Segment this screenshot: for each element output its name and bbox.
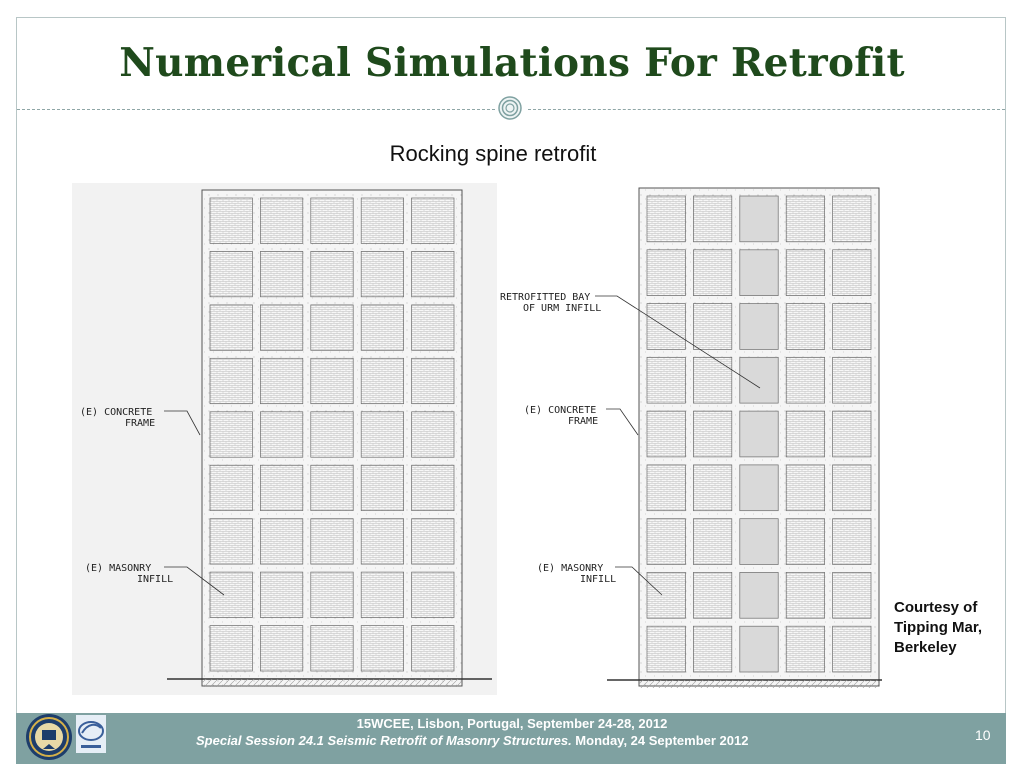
masonry-infill-panel	[412, 251, 454, 296]
slide-title: Numerical Simulations For Retrofit	[119, 40, 905, 86]
retrofitted-bay-panel	[740, 465, 778, 511]
left-frame-label-line1: (E) CONCRETE	[80, 407, 153, 418]
retrofit-label-line1: RETROFITTED BAY	[500, 292, 591, 303]
masonry-infill-panel	[311, 305, 353, 350]
masonry-infill-panel	[647, 250, 685, 296]
masonry-infill-panel	[412, 465, 454, 510]
masonry-infill-panel	[210, 465, 252, 510]
masonry-infill-panel	[210, 626, 252, 671]
masonry-infill-panel	[786, 572, 824, 618]
masonry-infill-panel	[412, 572, 454, 617]
courtesy-note	[894, 598, 982, 658]
masonry-infill-panel	[311, 465, 353, 510]
masonry-infill-panel	[786, 250, 824, 296]
left-infill-label-line1: (E) MASONRY	[85, 563, 152, 574]
masonry-infill-panel	[693, 304, 731, 350]
footer-conference-line: 15WCEE, Lisbon, Portugal, September 24-28, 2012	[356, 716, 668, 731]
masonry-infill-panel	[693, 196, 731, 242]
masonry-infill-panel	[647, 465, 685, 511]
masonry-infill-panel	[693, 411, 731, 457]
masonry-infill-panel	[361, 305, 403, 350]
retrofitted-bay-panel	[740, 196, 778, 242]
masonry-infill-panel	[693, 465, 731, 511]
retrofitted-bay-panel	[740, 411, 778, 457]
masonry-infill-panel	[210, 305, 252, 350]
masonry-infill-panel	[647, 304, 685, 350]
masonry-infill-panel	[210, 198, 252, 243]
masonry-infill-panel	[647, 196, 685, 242]
masonry-infill-panel	[361, 572, 403, 617]
right-frame-label-line2: FRAME	[568, 416, 599, 427]
masonry-infill-panel	[412, 412, 454, 457]
masonry-infill-panel	[693, 572, 731, 618]
masonry-infill-panel	[311, 519, 353, 564]
masonry-infill-panel	[412, 305, 454, 350]
masonry-infill-panel	[786, 411, 824, 457]
retrofit-label-line2: OF URM INFILL	[523, 303, 602, 314]
masonry-infill-panel	[786, 519, 824, 565]
masonry-infill-panel	[693, 357, 731, 403]
retrofitted-bay-panel	[740, 572, 778, 618]
left-ground-hatch	[202, 679, 462, 687]
footer-session-line	[196, 733, 748, 748]
right-frame-label-line1: (E) CONCRETE	[524, 405, 597, 416]
footer-session-title: Special Session 24.1 Seismic Retrofit of Masonry Structures.	[196, 733, 572, 748]
left-frame-label-line2: FRAME	[125, 418, 156, 429]
ornament-icon	[497, 95, 523, 121]
masonry-infill-panel	[260, 572, 302, 617]
courtesy-line-3: Berkeley	[894, 639, 957, 656]
masonry-infill-panel	[693, 519, 731, 565]
right-masonry-infill-grid	[647, 196, 871, 672]
left-elevation	[72, 183, 497, 695]
masonry-infill-panel	[647, 626, 685, 672]
masonry-infill-panel	[311, 251, 353, 296]
masonry-infill-panel	[210, 519, 252, 564]
title-divider-left	[17, 109, 495, 110]
masonry-infill-panel	[361, 465, 403, 510]
masonry-infill-panel	[647, 519, 685, 565]
slide-subtitle: Rocking spine retrofit	[389, 141, 597, 166]
retrofitted-bay-panel	[740, 626, 778, 672]
retrofitted-bay-panel	[740, 304, 778, 350]
masonry-infill-panel	[260, 412, 302, 457]
masonry-infill-panel	[260, 519, 302, 564]
right-infill-label-line2: INFILL	[580, 574, 617, 585]
retrofitted-bay-panel	[740, 519, 778, 565]
masonry-infill-panel	[833, 519, 871, 565]
page-number: 10	[975, 727, 991, 743]
right-elevation	[500, 183, 882, 695]
masonry-infill-panel	[311, 626, 353, 671]
masonry-infill-panel	[647, 411, 685, 457]
masonry-infill-panel	[412, 198, 454, 243]
masonry-infill-panel	[412, 358, 454, 403]
masonry-infill-panel	[833, 196, 871, 242]
masonry-infill-panel	[260, 305, 302, 350]
masonry-infill-panel	[311, 572, 353, 617]
masonry-infill-panel	[260, 251, 302, 296]
masonry-infill-panel	[693, 626, 731, 672]
masonry-infill-panel	[311, 358, 353, 403]
masonry-infill-panel	[361, 251, 403, 296]
right-ground-hatch	[639, 680, 879, 688]
masonry-infill-panel	[833, 465, 871, 511]
courtesy-line-2: Tipping Mar,	[894, 619, 983, 636]
masonry-infill-panel	[260, 358, 302, 403]
masonry-infill-panel	[833, 626, 871, 672]
masonry-infill-panel	[833, 572, 871, 618]
masonry-infill-panel	[260, 198, 302, 243]
masonry-infill-panel	[210, 412, 252, 457]
masonry-infill-panel	[647, 357, 685, 403]
masonry-infill-panel	[210, 251, 252, 296]
title-divider-right	[528, 109, 1005, 110]
masonry-infill-panel	[786, 196, 824, 242]
masonry-infill-panel	[311, 198, 353, 243]
masonry-infill-panel	[361, 626, 403, 671]
masonry-infill-panel	[786, 304, 824, 350]
masonry-infill-panel	[210, 572, 252, 617]
masonry-infill-panel	[361, 198, 403, 243]
masonry-infill-panel	[833, 250, 871, 296]
masonry-infill-panel	[210, 358, 252, 403]
right-infill-label-line1: (E) MASONRY	[537, 563, 604, 574]
masonry-infill-panel	[786, 465, 824, 511]
footer-session-date: Monday, 24 September 2012	[571, 733, 749, 748]
courtesy-line-1: Courtesy of	[894, 599, 978, 616]
masonry-infill-panel	[786, 626, 824, 672]
masonry-infill-panel	[647, 572, 685, 618]
left-masonry-infill-grid	[210, 198, 454, 671]
elevation-drawings	[72, 183, 882, 695]
masonry-infill-panel	[260, 626, 302, 671]
masonry-infill-panel	[833, 357, 871, 403]
masonry-infill-panel	[361, 519, 403, 564]
masonry-infill-panel	[412, 519, 454, 564]
masonry-infill-panel	[786, 357, 824, 403]
masonry-infill-panel	[361, 358, 403, 403]
retrofitted-bay-panel	[740, 250, 778, 296]
left-infill-label-line2: INFILL	[137, 574, 174, 585]
masonry-infill-panel	[833, 304, 871, 350]
masonry-infill-panel	[361, 412, 403, 457]
masonry-infill-panel	[833, 411, 871, 457]
retrofitted-bay-panel	[740, 357, 778, 403]
masonry-infill-panel	[412, 626, 454, 671]
masonry-infill-panel	[311, 412, 353, 457]
masonry-infill-panel	[260, 465, 302, 510]
masonry-infill-panel	[693, 250, 731, 296]
